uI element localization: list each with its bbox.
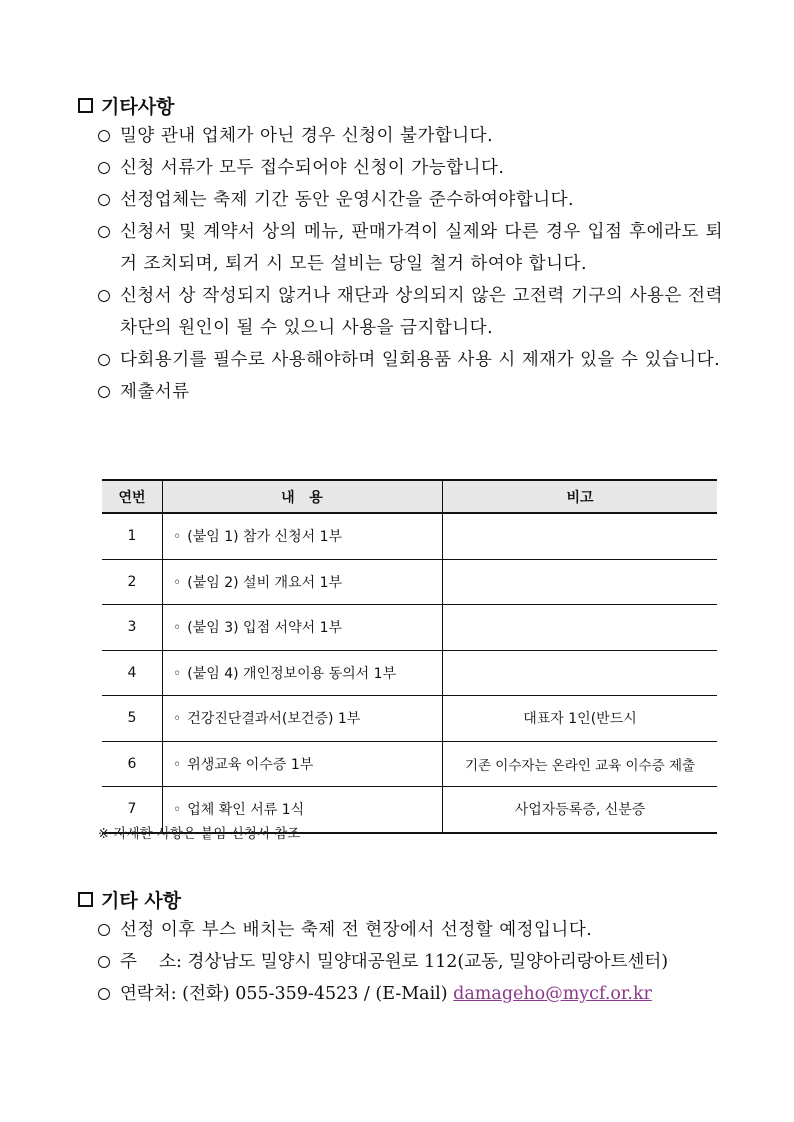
circle-bullet-icon [98,162,110,174]
section-title: 기타사항 [101,96,175,118]
section-heading-misc [78,92,174,119]
list-item: 다회용기를 필수로 사용해야하며 일회용품 사용 시 제재가 있을 수 있습니다. [98,344,723,376]
column-header-note: 비고 [443,480,718,513]
bullet-list-other [98,914,723,1010]
circle-bullet-icon [98,988,110,1000]
circle-bullet-icon [98,290,110,302]
cell-number: 2 [102,559,163,605]
table-row [102,513,717,559]
column-header-number: 연번 [102,480,163,513]
table-header-row [102,480,717,513]
section-title: 기타 사항 [101,890,182,912]
cell-note: 사업자등록증, 신분증 [443,787,718,833]
contact-label: 연락처: (전화) 055-359-4523 / (E-Mail) [120,984,454,1004]
table-row [102,650,717,696]
cell-number: 3 [102,605,163,651]
cell-content: ◦ (붙임 3) 입점 서약서 1부 [163,605,443,651]
small-circle-bullet-icon: ◦ [173,711,182,728]
cell-number: 4 [102,650,163,696]
section-heading-other [78,886,181,913]
list-item: 제출서류 [98,376,723,408]
cell-note [443,650,718,696]
cell-content: ◦ (붙임 1) 참가 신청서 1부 [163,513,443,559]
small-circle-bullet-icon: ◦ [173,756,182,773]
small-circle-bullet-icon: ◦ [173,665,182,682]
cell-content: ◦ 위생교육 이수증 1부 [163,741,443,787]
cell-number: 5 [102,696,163,742]
list-item [98,978,723,1010]
cell-content: ◦ (붙임 4) 개인정보이용 동의서 1부 [163,650,443,696]
table-footnote: ※ 자세한 사항은 붙임 신청서 참조 [98,826,301,842]
list-item: 선정업체는 축제 기간 동안 운영시간을 준수하여야합니다. [98,184,723,216]
list-item: 주 소: 경상남도 밀양시 밀양대공원로 112(교동, 밀양아리랑아트센터) [98,946,723,978]
cell-note [443,513,718,559]
cell-note: 대표자 1인(반드시 [443,696,718,742]
table-row [102,605,717,651]
bullet-list-misc [98,120,723,408]
cell-note: 기존 이수자는 온라인 교육 이수증 제출 [443,741,718,787]
circle-bullet-icon [98,226,110,238]
circle-bullet-icon [98,386,110,398]
cell-number: 1 [102,513,163,559]
email-link[interactable]: damageho@mycf.or.kr [453,984,652,1004]
table-row [102,741,717,787]
cell-number: 7 [102,787,163,833]
list-item: 선정 이후 부스 배치는 축제 전 현장에서 선정할 예정입니다. [98,914,723,946]
cell-note [443,605,718,651]
table-row [102,696,717,742]
list-item: 신청서 및 계약서 상의 메뉴, 판매가격이 실제와 다른 경우 입점 후에라도 퇴거 조치되며, 퇴거 시 모든 설비는 당일 철거 하여야 합니다. [98,216,723,280]
circle-bullet-icon [98,354,110,366]
checkbox-square-icon [78,98,93,113]
list-item: 밀양 관내 업체가 아닌 경우 신청이 불가합니다. [98,120,723,152]
small-circle-bullet-icon: ◦ [173,620,182,637]
circle-bullet-icon [98,194,110,206]
column-header-content: 내 용 [163,480,443,513]
list-item: 신청 서류가 모두 접수되어야 신청이 가능합니다. [98,152,723,184]
small-circle-bullet-icon: ◦ [173,529,182,546]
circle-bullet-icon [98,956,110,968]
cell-number: 6 [102,741,163,787]
circle-bullet-icon [98,924,110,936]
table-row [102,559,717,605]
cell-content: ◦ 건강진단결과서(보건증) 1부 [163,696,443,742]
checkbox-square-icon [78,892,93,907]
small-circle-bullet-icon: ◦ [173,574,182,591]
small-circle-bullet-icon: ◦ [173,802,182,819]
list-item: 신청서 상 작성되지 않거나 재단과 상의되지 않은 고전력 기구의 사용은 전력 차단의 원인이 될 수 있으니 사용을 금지합니다. [98,280,723,344]
documents-table [102,479,717,834]
cell-content: ◦ (붙임 2) 설비 개요서 1부 [163,559,443,605]
circle-bullet-icon [98,130,110,142]
cell-note [443,559,718,605]
cell-content: ◦ 업체 확인 서류 1식 [163,787,443,833]
